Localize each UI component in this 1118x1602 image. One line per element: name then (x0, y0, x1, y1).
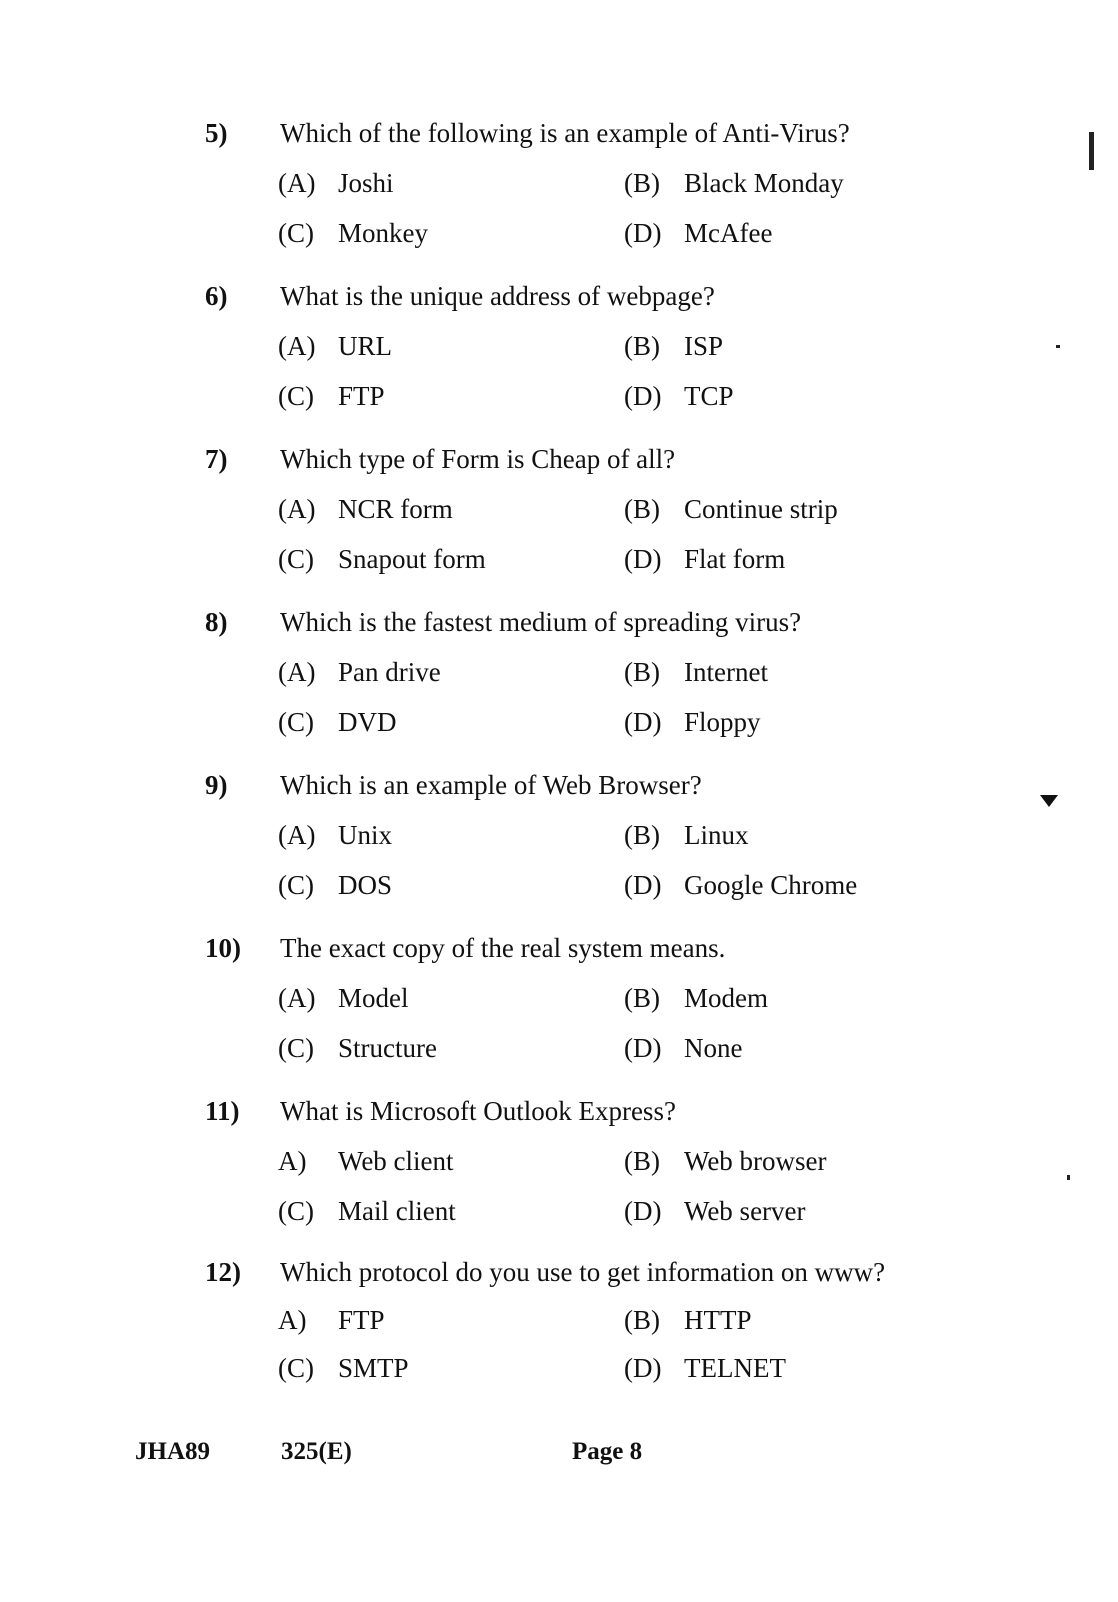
question-5 (0, 118, 1000, 268)
option-d (624, 1033, 742, 1064)
question-number: 8) (205, 607, 228, 637)
option-d (624, 1196, 806, 1227)
option-text: McAfee (684, 218, 773, 248)
option-label: (C) (278, 381, 314, 411)
scan-speck (1067, 1175, 1070, 1180)
option-text: Web server (684, 1196, 806, 1226)
question-text: What is the unique address of webpage? (280, 281, 715, 311)
option-label: (C) (278, 218, 314, 248)
footer-paper-code: 325(E) (281, 1438, 352, 1465)
option-d (624, 218, 772, 249)
option-label: (B) (624, 494, 660, 524)
option-label: (C) (278, 1196, 314, 1226)
option-b (624, 168, 844, 199)
option-d (624, 1353, 786, 1384)
option-text: Structure (338, 1033, 437, 1063)
option-text: TCP (684, 381, 734, 411)
question-text: Which protocol do you use to get information on www? (280, 1257, 886, 1287)
option-b (624, 983, 768, 1014)
option-text: Joshi (338, 168, 394, 198)
option-a (278, 1305, 385, 1336)
option-text: FTP (338, 381, 385, 411)
option-label: (B) (624, 1146, 660, 1176)
scan-speck (1056, 345, 1060, 348)
question-9 (0, 770, 1000, 920)
option-d (624, 707, 761, 738)
option-c (278, 707, 397, 738)
option-text: NCR form (338, 494, 453, 524)
option-label: A) (278, 1146, 307, 1176)
option-label: (C) (278, 1353, 314, 1383)
option-text: Snapout form (338, 544, 486, 574)
option-label: (D) (624, 381, 662, 411)
option-c (278, 544, 486, 575)
option-b (624, 494, 838, 525)
option-text: DVD (338, 707, 397, 737)
option-label: (C) (278, 707, 314, 737)
option-c (278, 1353, 409, 1384)
option-text: Linux (684, 820, 749, 850)
option-b (624, 820, 749, 851)
option-text: Floppy (684, 707, 761, 737)
option-d (624, 870, 857, 901)
option-label: (D) (624, 1196, 662, 1226)
option-text: HTTP (684, 1305, 752, 1335)
option-text: None (684, 1033, 743, 1063)
option-text: Black Monday (684, 168, 844, 198)
option-text: ISP (684, 331, 724, 361)
option-text: Modem (684, 983, 768, 1013)
option-label: (B) (624, 983, 660, 1013)
option-label: (B) (624, 168, 660, 198)
option-label: (C) (278, 870, 314, 900)
option-label: (B) (624, 331, 660, 361)
option-text: Web browser (684, 1146, 827, 1176)
option-text: FTP (338, 1305, 385, 1335)
question-text: Which type of Form is Cheap of all? (280, 444, 676, 474)
option-d (624, 381, 734, 412)
option-b (624, 657, 768, 688)
option-label: (A) (278, 494, 316, 524)
option-text: Flat form (684, 544, 786, 574)
option-text: Unix (338, 820, 392, 850)
option-label: (A) (278, 820, 316, 850)
option-a (278, 657, 441, 688)
question-number: 11) (205, 1096, 240, 1126)
option-label: A) (278, 1305, 307, 1335)
question-number: 7) (205, 444, 228, 474)
option-text: Internet (684, 657, 768, 687)
option-text: TELNET (684, 1353, 786, 1383)
question-number: 9) (205, 770, 228, 800)
option-a (278, 820, 392, 851)
option-c (278, 1033, 437, 1064)
option-label: (D) (624, 1033, 662, 1063)
question-text: Which is the fastest medium of spreading virus? (280, 607, 802, 637)
option-a (278, 983, 409, 1014)
scan-edge-mark (1089, 132, 1094, 170)
option-b (624, 1305, 752, 1336)
option-c (278, 381, 385, 412)
option-label: (A) (278, 168, 316, 198)
option-label: (A) (278, 983, 316, 1013)
footer-page-number: Page 8 (572, 1438, 643, 1465)
question-12 (0, 1257, 1000, 1407)
option-c (278, 870, 392, 901)
option-a (278, 168, 394, 199)
option-d (624, 544, 785, 575)
option-text: Continue strip (684, 494, 838, 524)
option-label: (D) (624, 218, 662, 248)
option-b (624, 331, 723, 362)
option-a (278, 494, 453, 525)
option-label: (D) (624, 1353, 662, 1383)
triangle-marker-icon (1039, 794, 1059, 808)
option-label: (D) (624, 544, 662, 574)
option-label: (C) (278, 1033, 314, 1063)
option-label: (D) (624, 870, 662, 900)
option-text: Monkey (338, 218, 428, 248)
question-11 (0, 1096, 1000, 1246)
option-text: Mail client (338, 1196, 456, 1226)
option-text: Model (338, 983, 409, 1013)
question-number: 5) (205, 118, 228, 148)
option-label: (A) (278, 331, 316, 361)
question-text: Which is an example of Web Browser? (280, 770, 702, 800)
option-text: URL (338, 331, 392, 361)
option-label: (B) (624, 820, 660, 850)
question-8 (0, 607, 1000, 757)
option-label: (B) (624, 657, 660, 687)
option-c (278, 1196, 456, 1227)
question-number: 10) (205, 933, 241, 963)
option-text: Pan drive (338, 657, 441, 687)
footer-code: JHA89 (135, 1438, 210, 1465)
option-label: (B) (624, 1305, 660, 1335)
option-label: (A) (278, 657, 316, 687)
option-c (278, 218, 428, 249)
option-b (624, 1146, 827, 1177)
question-6 (0, 281, 1000, 431)
option-a (278, 331, 392, 362)
option-a (278, 1146, 454, 1177)
option-label: (C) (278, 544, 314, 574)
option-text: DOS (338, 870, 393, 900)
option-label: (D) (624, 707, 662, 737)
option-text: Google Chrome (684, 870, 858, 900)
question-text: What is Microsoft Outlook Express? (280, 1096, 676, 1126)
option-text: Web client (338, 1146, 454, 1176)
question-text: The exact copy of the real system means. (280, 933, 726, 963)
question-number: 12) (205, 1257, 241, 1287)
option-text: SMTP (338, 1353, 409, 1383)
question-7 (0, 444, 1000, 594)
question-10 (0, 933, 1000, 1083)
question-text: Which of the following is an example of Anti-Virus? (280, 118, 850, 148)
question-number: 6) (205, 281, 228, 311)
